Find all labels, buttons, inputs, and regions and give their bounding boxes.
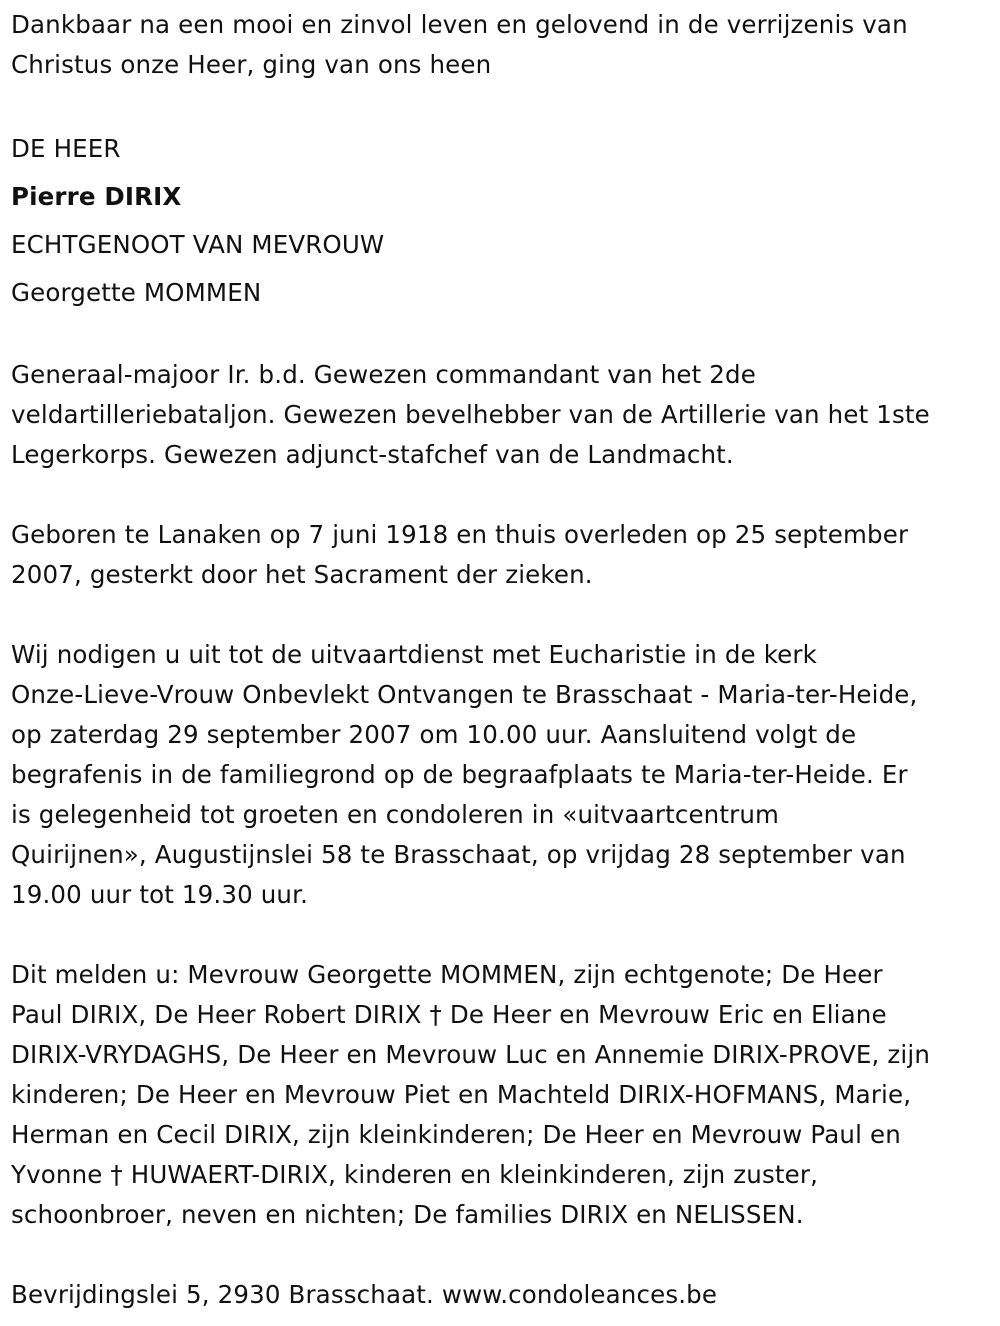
career-line: veldartilleriebataljon. Gewezen bevelhebber van de Artillerie van het 1ste xyxy=(11,400,930,429)
spouse-prefix: ECHTGENOOT VAN MEVROUW xyxy=(11,230,385,259)
deceased-heading xyxy=(11,125,995,317)
career-line: Legerkorps. Gewezen adjunct-stafchef van de Landmacht. xyxy=(11,440,734,469)
invitation-line: Onze-Lieve-Vrouw Onbevlekt Ontvangen te Brasschaat - Maria-ter-Heide, xyxy=(11,680,918,709)
family-announcement-paragraph xyxy=(11,955,995,1235)
family-line: Dit melden u: Mevrouw Georgette MOMMEN, zijn echtgenote; De Heer xyxy=(11,960,883,989)
invitation-line: 19.00 uur tot 19.30 uur. xyxy=(11,880,309,909)
birth-death-paragraph xyxy=(11,515,995,595)
intro-line: Christus onze Heer, ging van ons heen xyxy=(11,50,492,79)
deceased-name: Pierre DIRIX xyxy=(11,182,182,211)
family-line: kinderen; De Heer en Mevrouw Piet en Machteld DIRIX-HOFMANS, Marie, xyxy=(11,1080,912,1109)
invitation-line: Quirijnen», Augustijnslei 58 te Brasschaat, op vrijdag 28 september van xyxy=(11,840,906,869)
funeral-invitation-paragraph xyxy=(11,635,995,915)
family-line: Herman en Cecil DIRIX, zijn kleinkinderen; De Heer en Mevrouw Paul en xyxy=(11,1120,901,1149)
career-line: Generaal-majoor Ir. b.d. Gewezen commandant van het 2de xyxy=(11,360,756,389)
invitation-line: is gelegenheid tot groeten en condoleren in «uitvaartcentrum xyxy=(11,800,780,829)
title-prefix: DE HEER xyxy=(11,134,121,163)
birth-death-line: Geboren te Lanaken op 7 juni 1918 en thuis overleden op 25 september xyxy=(11,520,909,549)
address-paragraph xyxy=(11,1275,995,1315)
family-line: Yvonne † HUWAERT-DIRIX, kinderen en kleinkinderen, zijn zuster, xyxy=(11,1160,819,1189)
invitation-line: begrafenis in de familiegrond op de begraafplaats te Maria-ter-Heide. Er xyxy=(11,760,908,789)
intro-line: Dankbaar na een mooi en zinvol leven en gelovend in de verrijzenis van xyxy=(11,10,908,39)
intro-paragraph xyxy=(11,5,995,85)
address-line: Bevrijdingslei 5, 2930 Brasschaat. www.condoleances.be xyxy=(11,1280,718,1309)
invitation-line: Wij nodigen u uit tot de uitvaartdienst met Eucharistie in de kerk xyxy=(11,640,817,669)
family-line: Paul DIRIX, De Heer Robert DIRIX † De Heer en Mevrouw Eric en Eliane xyxy=(11,1000,887,1029)
spouse-name: Georgette MOMMEN xyxy=(11,278,262,307)
career-paragraph xyxy=(11,355,995,475)
family-line: DIRIX-VRYDAGHS, De Heer en Mevrouw Luc en Annemie DIRIX-PROVE, zijn xyxy=(11,1040,931,1069)
family-line: schoonbroer, neven en nichten; De families DIRIX en NELISSEN. xyxy=(11,1200,804,1229)
obituary-document xyxy=(11,5,995,1315)
birth-death-line: 2007, gesterkt door het Sacrament der zieken. xyxy=(11,560,593,589)
invitation-line: op zaterdag 29 september 2007 om 10.00 uur. Aansluitend volgt de xyxy=(11,720,857,749)
